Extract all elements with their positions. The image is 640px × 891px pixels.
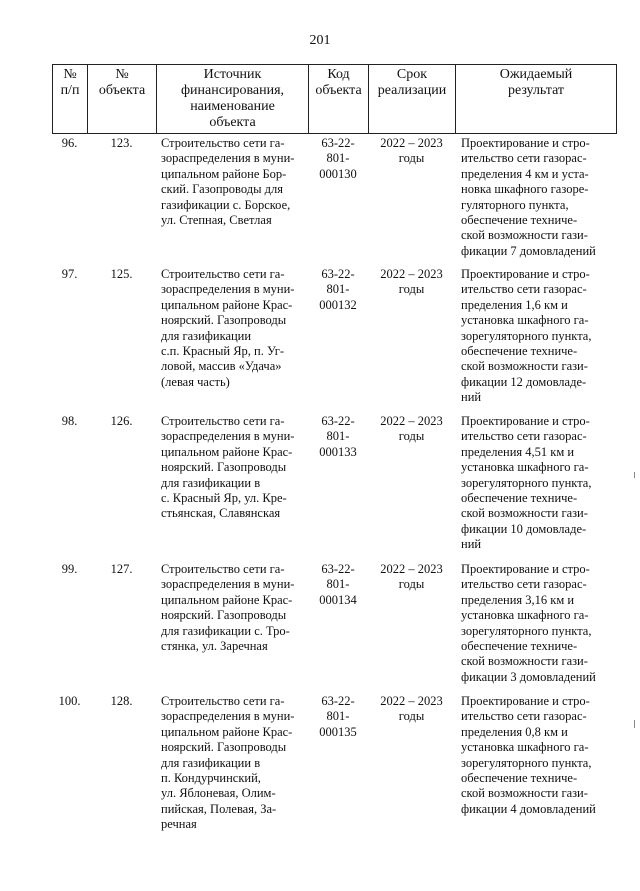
page-number: 201 xyxy=(309,33,331,48)
row-result: Проектирование и стро- ительство сети газорас- пределения 3,16 км и установка шкафного га- зорегуляторного пункта, обеспечение техниче- ской возможности гази- фикации 3 домовладений xyxy=(461,562,596,684)
row-code: 63-22- 801- 000134 xyxy=(319,562,357,607)
row-name: Строительство сети га- зораспределения в муни- ципальном районе Бор- ский. Газопроводы для газификации с. Борское, ул. Степная, Светлая xyxy=(161,136,295,228)
header-num: № п/п xyxy=(52,65,87,133)
table-row xyxy=(52,136,617,259)
header-source: Источник финансирования, наименование объекта xyxy=(156,65,308,133)
scan-edge-mark xyxy=(634,472,635,478)
header-object: № объекта xyxy=(87,65,156,133)
row-term: 2022 – 2023 годы xyxy=(380,414,443,444)
row-num: 99. xyxy=(61,562,78,576)
row-result: Проектирование и стро- ительство сети газорас- пределения 0,8 км и установка шкафного га- зорегуляторного пункта, обеспечение техниче- ской возможности гази- фикации 4 домовладений xyxy=(461,694,596,816)
row-object-num: 128. xyxy=(110,694,133,708)
row-term: 2022 – 2023 годы xyxy=(380,562,443,592)
row-term: 2022 – 2023 годы xyxy=(380,267,443,297)
table-row xyxy=(52,414,617,553)
row-result: Проектирование и стро- ительство сети газорас- пределения 4,51 км и установка шкафного га- зорегуляторного пункта, обеспечение техниче- ской возможности гази- фикации 10 домовладе- ний xyxy=(461,414,592,552)
row-result: Проектирование и стро- ительство сети газорас- пределения 4 км и уста- новка шкафного газоре- гуляторного пункта, обеспечение техниче- ской возможности гази- фикации 7 домовладений xyxy=(461,136,596,258)
header-result: Ожидаемый результат xyxy=(455,65,617,133)
row-result: Проектирование и стро- ительство сети газорас- пределения 1,6 км и установка шкафного га- зорегуляторного пункта, обеспечение техниче- ской возможности гази- фикации 12 домовладе- ний xyxy=(461,267,592,405)
header-code: Код объекта xyxy=(308,65,368,133)
row-term: 2022 – 2023 годы xyxy=(380,136,443,166)
row-object-num: 125. xyxy=(110,267,133,281)
row-object-num: 123. xyxy=(110,136,133,150)
table-row xyxy=(52,562,617,685)
row-code: 63-22- 801- 000135 xyxy=(319,694,357,739)
row-name: Строительство сети га- зораспределения в муни- ципальном районе Крас- ноярский. Газопроводы для газификации с. Тро- стянка, ул. Заречная xyxy=(161,562,295,654)
row-num: 100. xyxy=(58,694,81,708)
row-object-num: 127. xyxy=(110,562,133,576)
row-name: Строительство сети га- зораспределения в муни- ципальном районе Крас- ноярский. Газопроводы для газификации с.п. Красный Яр, п. Уг- ловой, массив «Удача» (левая часть) xyxy=(161,267,295,389)
row-term: 2022 – 2023 годы xyxy=(380,694,443,724)
row-code: 63-22- 801- 000132 xyxy=(319,267,357,312)
row-code: 63-22- 801- 000133 xyxy=(319,414,357,459)
table-header xyxy=(52,64,617,134)
header-term: Срок реализации xyxy=(368,65,455,133)
row-name: Строительство сети га- зораспределения в муни- ципальном районе Крас- ноярский. Газопроводы для газификации в п. Кондурчинский, ул. Яблоневая, Олим- пийская, Полевая, За- речная xyxy=(161,694,295,832)
row-num: 96. xyxy=(61,136,78,150)
row-name: Строительство сети га- зораспределения в муни- ципальном районе Крас- ноярский. Газопроводы для газификации в с. Красный Яр, ул. Кре- стьянская, Славянская xyxy=(161,414,295,521)
table-row xyxy=(52,267,617,406)
row-code: 63-22- 801- 000130 xyxy=(319,136,357,181)
scan-edge-mark xyxy=(634,720,635,728)
table-row xyxy=(52,694,617,833)
row-object-num: 126. xyxy=(110,414,133,428)
row-num: 98. xyxy=(61,414,78,428)
row-num: 97. xyxy=(61,267,78,281)
